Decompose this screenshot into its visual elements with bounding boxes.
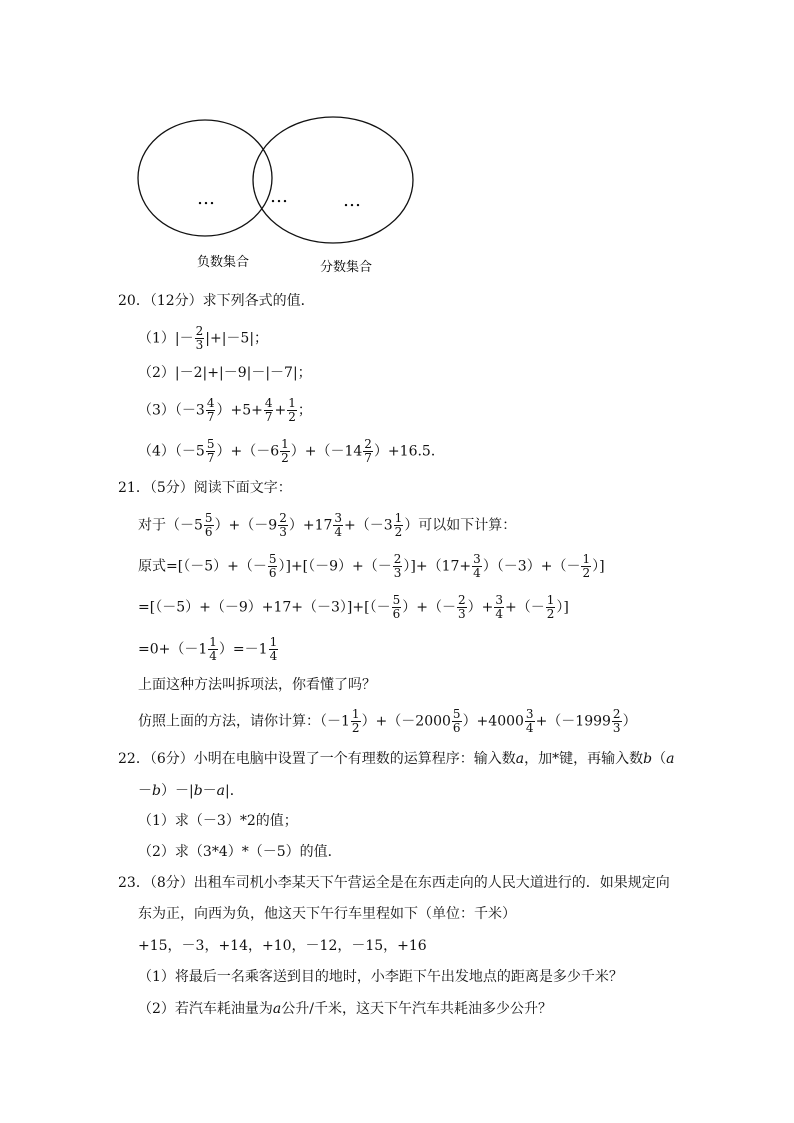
fraction: $\frac{3}{4}$: [495, 593, 503, 621]
q21-line5: 上面这种方法叫拆项法，你看懂了吗？: [138, 677, 376, 693]
q21-line1: 对于（－5 $\frac{5}{6}$ ）+（－9 $\frac{2}{3}$ ）+17 $\frac{3}{4}$ +（－3 $\frac{1}{2}$ ）可以如下计算：: [138, 511, 517, 539]
fraction: $\frac{5}{7}$: [206, 437, 215, 465]
fraction: $\frac{4}{7}$: [206, 396, 215, 424]
q23-part2: （2）若汽车耗油量为a公升/千米，这天下午汽车共耗油多少公升？: [138, 1001, 552, 1017]
fraction: $\frac{1}{2}$: [281, 437, 289, 465]
q22-part1: （1）求（－3）*2的值；: [138, 813, 298, 829]
venn-dots-middle: …: [270, 186, 288, 207]
fraction: $\frac{1}{2}$: [582, 552, 591, 580]
q20-part3: （3）（－3 $\frac{4}{7}$ ）+5+ $\frac{4}{7}$ + $\frac{1}{2}$ ；: [138, 396, 312, 424]
fraction: $\frac{1}{2}$: [351, 707, 360, 735]
fraction: $\frac{3}{4}$: [334, 511, 343, 539]
negative-set-circle: [138, 120, 272, 236]
q22-part2: （2）求（3*4）*（－5）的值．: [138, 844, 342, 860]
venn-dots-right: …: [343, 190, 361, 211]
fraction: $\frac{1}{2}$: [288, 396, 296, 424]
venn-dots-left: …: [197, 188, 215, 209]
q21-line3: =[（－5）+（－9）+17+（－3）]+[（－ $\frac{5}{6}$ ）+（－ $\frac{2}{3}$ ）+ $\frac{3}{4}$ +（－ $\frac{1}{2}$ ）]: [138, 593, 569, 621]
q21-line4: =0+（－1 $\frac{1}{4}$ ）=－1 $\frac{1}{4}$: [138, 635, 278, 663]
fraction-set-circle: [253, 117, 413, 243]
fraction: $\frac{2}{3}$: [612, 707, 621, 735]
fraction: $\frac{2}{7}$: [364, 437, 372, 465]
fraction: $\frac{1}{2}$: [394, 511, 403, 539]
fraction: $\frac{3}{4}$: [473, 552, 481, 580]
fraction: $\frac{1}{4}$: [269, 635, 278, 663]
fraction: $\frac{2}{3}$: [279, 511, 287, 539]
fraction: $\frac{5}{6}$: [452, 707, 461, 735]
fraction: $\frac{3}{4}$: [525, 707, 534, 735]
q23-line2: 东为正，向西为负，他这天下午行车里程如下（单位：千米）: [138, 906, 516, 922]
fraction: $\frac{4}{7}$: [264, 396, 273, 424]
fraction: $\frac{1}{4}$: [209, 635, 217, 663]
q22-line2: －b）－|b－a|．: [138, 783, 244, 799]
q23-part1: （1）将最后一名乘客送到目的地时，小李距下午出发地点的距离是多少千米？: [138, 969, 623, 985]
fraction: $\frac{5}{6}$: [392, 593, 401, 621]
q21-line2: 原式=[（－5）+（－ $\frac{5}{6}$ ）]+[（－9）+（－ $\frac{2}{3}$ ）]+（17+ $\frac{3}{4}$ ）（－3）+（－ $\frac{1}{2}$ ）]: [138, 552, 605, 580]
q20-part4: （4）（－5 $\frac{5}{7}$ ）+（－6 $\frac{1}{2}$ ）+（－14 $\frac{2}{7}$ ）+16.5．: [138, 437, 445, 465]
fraction: $\frac{1}{2}$: [546, 593, 555, 621]
fraction: $\frac{2}{3}$: [457, 593, 466, 621]
fraction: $\frac{5}{6}$: [204, 511, 213, 539]
q20-part1: （1）|－ $\frac{2}{3}$ |+|－5|；: [138, 324, 269, 352]
fraction: $\frac{2}{3}$: [195, 324, 204, 352]
q20-part2: （2）|－2|+|－9|－|－7|；: [138, 365, 312, 381]
venn-diagram: [120, 100, 450, 290]
q23-line1: 23．（8分）出租车司机小李某天下午营运全是在东西走向的人民大道进行的．如果规定向: [118, 875, 670, 891]
q23-line3: +15，－3，+14，+10，－12，－15，+16: [138, 938, 427, 954]
negative-set-label: 负数集合: [196, 255, 250, 270]
q21-title: 21．（5分）阅读下面文字：: [118, 480, 292, 496]
fraction-set-label: 分数集合: [319, 260, 373, 275]
q22-line1: 22．（6分）小明在电脑中设置了一个有理数的运算程序：输入数a，加*键，再输入数b（a: [118, 751, 675, 767]
q20-title: 20．（12分）求下列各式的值．: [118, 293, 315, 309]
fraction: $\frac{5}{6}$: [268, 552, 277, 580]
q21-line6: 仿照上面的方法，请你计算：（－1 $\frac{1}{2}$ ）+（－2000 $\frac{5}{6}$ ）+4000 $\frac{3}{4}$ +（－1999 $\frac{2}{3}$ ）: [138, 707, 637, 735]
fraction: $\frac{2}{3}$: [393, 552, 402, 580]
